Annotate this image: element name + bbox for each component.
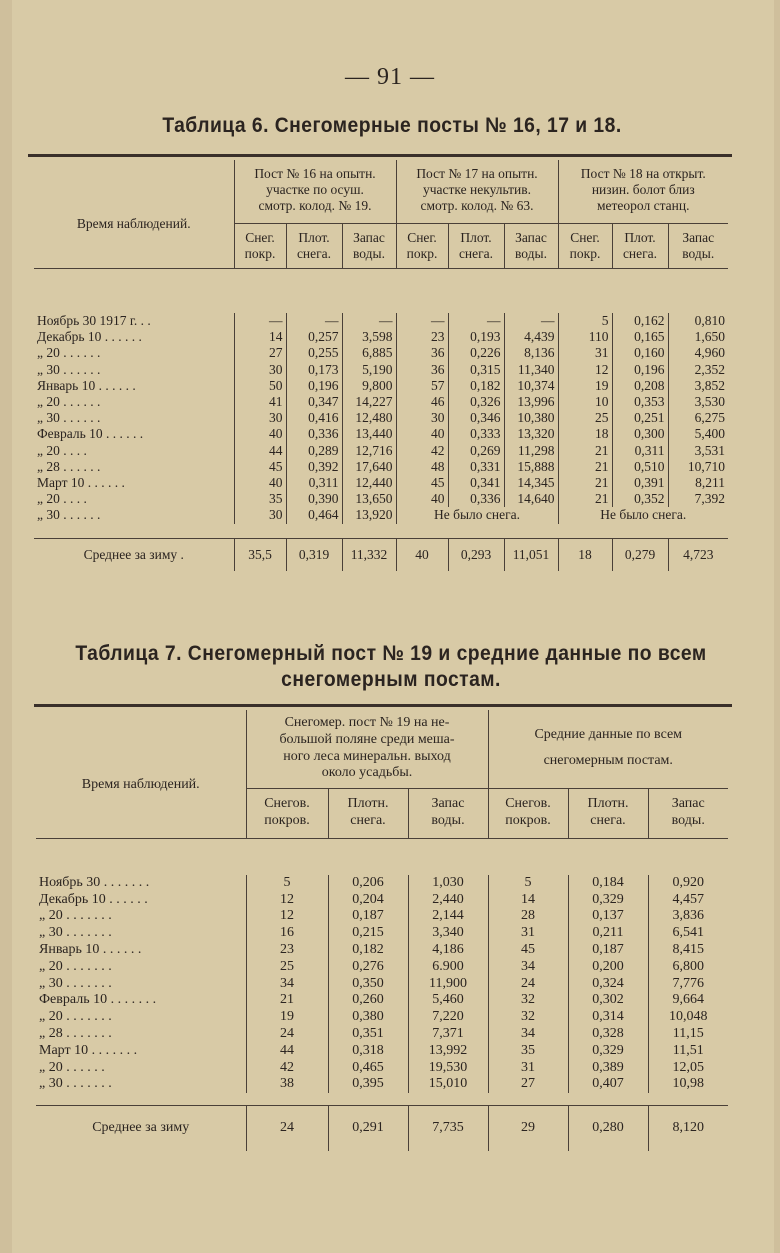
data-cell: 0,810 <box>694 313 725 329</box>
table-row <box>36 892 728 909</box>
row-label: Ноябрь 30 1917 г. . . <box>34 313 234 329</box>
data-cell: 13,920 <box>342 507 396 523</box>
table6-subheader: Запас воды. <box>342 223 396 268</box>
data-cell: 0,255 <box>286 345 342 361</box>
data-cell: 0,407 <box>568 1076 648 1093</box>
data-cell: — <box>342 313 396 329</box>
data-cell: 48 <box>396 459 448 475</box>
data-cell: 31 <box>488 1060 568 1077</box>
table6-top-rule <box>28 154 732 157</box>
data-cell: 10,710 <box>687 458 725 474</box>
data-cell: 0,326 <box>448 394 504 410</box>
data-cell: 3,852 <box>694 377 725 393</box>
data-cell: 30 <box>234 507 286 523</box>
data-cell: 35 <box>234 491 286 507</box>
data-cell: 30 <box>234 410 286 426</box>
data-cell: 34 <box>488 1026 568 1043</box>
table-row <box>34 410 728 426</box>
data-cell: 21 <box>558 475 612 491</box>
data-cell: 2,352 <box>694 361 725 377</box>
data-cell: 0,187 <box>328 908 408 925</box>
data-cell: 42 <box>396 443 448 459</box>
data-cell: 12 <box>246 908 328 925</box>
table6-post17-header: Пост № 17 на опытн. участке некультив. смотр. колод. № 63. <box>396 160 558 223</box>
data-cell: — <box>448 313 504 329</box>
data-cell: 0,260 <box>328 992 408 1009</box>
table7-top-rule <box>34 704 732 707</box>
table7-subheader: Снегов. покров. <box>246 789 328 839</box>
data-cell: 3,836 <box>672 908 704 924</box>
data-cell: 0,353 <box>612 394 668 410</box>
table-row <box>34 378 728 394</box>
mean-label: Среднее за зиму <box>36 1106 246 1151</box>
data-cell: 0,314 <box>568 1009 648 1026</box>
table-row <box>34 329 728 345</box>
data-cell: 2,440 <box>408 892 488 909</box>
data-cell: 6,800 <box>672 958 704 974</box>
data-cell: 0,196 <box>612 362 668 378</box>
data-cell: 25 <box>558 410 612 426</box>
data-cell: 0,352 <box>612 491 668 507</box>
data-cell: 18 <box>558 426 612 442</box>
table-row <box>36 942 728 959</box>
row-label: Декабрь 10 . . . . . . <box>36 892 246 909</box>
row-label: „ 20 . . . . <box>34 491 234 507</box>
data-cell: 0,324 <box>568 976 648 993</box>
table-row <box>36 1043 728 1060</box>
data-cell: 28 <box>488 908 568 925</box>
table-row <box>34 362 728 378</box>
data-cell: 0,211 <box>568 925 648 942</box>
table7-time-header: Время наблюдений. <box>36 710 246 838</box>
mean-cell: 11,332 <box>342 538 396 571</box>
data-cell: 0,160 <box>612 345 668 361</box>
table-row <box>36 1060 728 1077</box>
data-cell: 13,992 <box>408 1043 488 1060</box>
mean-cell: 0,280 <box>568 1106 648 1151</box>
row-label: „ 20 . . . . . . <box>34 394 234 410</box>
data-cell: 0,173 <box>286 362 342 378</box>
data-cell: 34 <box>488 959 568 976</box>
data-cell: 0,208 <box>612 378 668 394</box>
data-cell: 57 <box>396 378 448 394</box>
data-cell: 12,440 <box>342 475 396 491</box>
data-cell: 12 <box>246 892 328 909</box>
data-cell: 19 <box>246 1009 328 1026</box>
data-cell: 7,371 <box>408 1026 488 1043</box>
data-cell: 0,182 <box>448 378 504 394</box>
no-snow-note: Не было снега. <box>396 507 558 523</box>
data-cell: 45 <box>234 459 286 475</box>
data-cell: 6,885 <box>342 345 396 361</box>
data-cell: 0,392 <box>286 459 342 475</box>
mean-cell: 18 <box>558 538 612 571</box>
data-cell: 8,136 <box>504 345 558 361</box>
data-cell: 0,416 <box>286 410 342 426</box>
data-cell: 24 <box>488 976 568 993</box>
data-cell: 5 <box>246 875 328 892</box>
mean-cell: 0,279 <box>612 538 668 571</box>
data-cell: — <box>234 313 286 329</box>
mean-cell: 8,120 <box>648 1106 728 1151</box>
table6 <box>34 160 728 571</box>
mean-cell: 0,291 <box>328 1106 408 1151</box>
data-cell: 3,598 <box>342 329 396 345</box>
data-cell: 0,346 <box>448 410 504 426</box>
table6-mean-row <box>34 538 728 571</box>
table7-subheader: Запас воды. <box>408 789 488 839</box>
table-row <box>36 925 728 942</box>
data-cell: 15,888 <box>504 459 558 475</box>
row-label: „ 20 . . . . . . . <box>36 1009 246 1026</box>
mean-cell: 4,723 <box>668 538 728 571</box>
data-cell: 23 <box>246 942 328 959</box>
data-cell: 0,204 <box>328 892 408 909</box>
data-cell: 0,311 <box>612 443 668 459</box>
data-cell: 50 <box>234 378 286 394</box>
data-cell: 41 <box>234 394 286 410</box>
row-label: Январь 10 . . . . . . <box>34 378 234 394</box>
data-cell: 11,340 <box>504 362 558 378</box>
data-cell: 6,275 <box>694 410 725 426</box>
data-cell: 30 <box>234 362 286 378</box>
table-row <box>34 345 728 361</box>
row-label: Март 10 . . . . . . . <box>36 1043 246 1060</box>
table-row <box>34 491 728 507</box>
data-cell: 0,465 <box>328 1060 408 1077</box>
data-cell: 4,457 <box>672 891 704 907</box>
data-cell: 27 <box>488 1076 568 1093</box>
table6-subheader: Снег. покр. <box>396 223 448 268</box>
data-cell: 0,193 <box>448 329 504 345</box>
mean-cell: 35,5 <box>234 538 286 571</box>
mean-cell: 24 <box>246 1106 328 1151</box>
data-cell: 0,196 <box>286 378 342 394</box>
mean-cell: 29 <box>488 1106 568 1151</box>
data-cell: 12 <box>558 362 612 378</box>
data-cell: 0,336 <box>286 426 342 442</box>
data-cell: 13,996 <box>504 394 558 410</box>
data-cell: 10,98 <box>672 1076 704 1092</box>
data-cell: 110 <box>558 329 612 345</box>
data-cell: 19 <box>558 378 612 394</box>
row-label: „ 30 . . . . . . <box>34 362 234 378</box>
data-cell: 9,800 <box>342 378 396 394</box>
data-cell: 35 <box>488 1043 568 1060</box>
table-row <box>34 443 728 459</box>
data-cell: 0,333 <box>448 426 504 442</box>
table6-subheader: Плот. снега. <box>612 223 668 268</box>
data-cell: 13,650 <box>342 491 396 507</box>
data-cell: 1,650 <box>694 329 725 345</box>
data-cell: 3,531 <box>694 442 725 458</box>
data-cell: 11,15 <box>672 1025 704 1041</box>
data-cell: 34 <box>246 976 328 993</box>
data-cell: 0,380 <box>328 1009 408 1026</box>
row-label: „ 20 . . . . . . <box>36 1060 246 1077</box>
data-cell: 0,395 <box>328 1076 408 1093</box>
data-cell: 0,464 <box>286 507 342 523</box>
data-cell: 1,030 <box>408 875 488 892</box>
data-cell: 5,460 <box>408 992 488 1009</box>
table6-subheader: Плот. снега. <box>286 223 342 268</box>
data-cell: 9,664 <box>672 992 704 1008</box>
data-cell: 36 <box>396 345 448 361</box>
row-label: „ 30 . . . . . . . <box>36 976 246 993</box>
data-cell: 0,182 <box>328 942 408 959</box>
data-cell: 0,329 <box>568 892 648 909</box>
table7-post19-header: Снегомер. пост № 19 на не- большой поляне среди меша- ного леса минеральн. выход около усадьбы. <box>246 710 488 789</box>
table6-subheader: Запас воды. <box>504 223 558 268</box>
row-label: „ 30 . . . . . . . <box>36 1076 246 1093</box>
data-cell: 42 <box>246 1060 328 1077</box>
data-cell: 14,227 <box>342 394 396 410</box>
data-cell: 0,350 <box>328 976 408 993</box>
data-cell: 5,190 <box>342 362 396 378</box>
data-cell: 32 <box>488 1009 568 1026</box>
data-cell: 0,510 <box>612 459 668 475</box>
data-cell: 0,391 <box>612 475 668 491</box>
data-cell: 7,220 <box>408 1009 488 1026</box>
row-label: Март 10 . . . . . . <box>34 475 234 491</box>
table7-subheader: Снегов. покров. <box>488 789 568 839</box>
data-cell: 12,05 <box>672 1059 704 1075</box>
row-label: Ноябрь 30 . . . . . . . <box>36 875 246 892</box>
data-cell: 40 <box>396 491 448 507</box>
row-label: „ 30 . . . . . . <box>34 410 234 426</box>
data-cell: 11,51 <box>672 1042 704 1058</box>
data-cell: 4,186 <box>408 942 488 959</box>
data-cell: — <box>396 313 448 329</box>
data-cell: 13,440 <box>342 426 396 442</box>
mean-cell: 0,319 <box>286 538 342 571</box>
data-cell: 0,257 <box>286 329 342 345</box>
row-label: „ 20 . . . . . . . <box>36 908 246 925</box>
data-cell: 7,776 <box>672 975 704 991</box>
data-cell: 0,302 <box>568 992 648 1009</box>
mean-cell: 11,051 <box>504 538 558 571</box>
data-cell: 10 <box>558 394 612 410</box>
data-cell: 8,415 <box>672 941 704 957</box>
table6-post16-header: Пост № 16 на опытн. участке по осуш. смотр. колод. № 19. <box>234 160 396 223</box>
data-cell: 46 <box>396 394 448 410</box>
data-cell: 8,211 <box>695 475 725 491</box>
data-cell: — <box>504 313 558 329</box>
data-cell: 40 <box>396 426 448 442</box>
data-cell: 0,315 <box>448 362 504 378</box>
row-label: „ 20 . . . . <box>34 443 234 459</box>
data-cell: 0,318 <box>328 1043 408 1060</box>
data-cell: 6,541 <box>672 925 704 941</box>
data-cell: 5 <box>558 313 612 329</box>
data-cell: 30 <box>396 410 448 426</box>
data-cell: 10,380 <box>504 410 558 426</box>
table7-subheader: Плотн. снега. <box>328 789 408 839</box>
data-cell: 0,251 <box>612 410 668 426</box>
table7-average-header: Средние данные по всем снегомерным постам. <box>488 710 728 789</box>
data-cell: 0,920 <box>672 874 704 890</box>
data-cell: 4,960 <box>694 345 725 361</box>
table6-post18-header: Пост № 18 на открыт. низин. болот близ метеорол станц. <box>558 160 728 223</box>
data-cell: 14 <box>488 892 568 909</box>
data-cell: 36 <box>396 362 448 378</box>
data-cell: 19,530 <box>408 1060 488 1077</box>
data-cell: 44 <box>246 1043 328 1060</box>
table7-subheader: Плотн. снега. <box>568 789 648 839</box>
data-cell: 0,276 <box>328 959 408 976</box>
data-cell: 0,200 <box>568 959 648 976</box>
data-cell: 10,374 <box>504 378 558 394</box>
table6-subheader: Снег. покр. <box>234 223 286 268</box>
table-row <box>34 459 728 475</box>
data-cell: 0,206 <box>328 875 408 892</box>
data-cell: 0,187 <box>568 942 648 959</box>
data-cell: 0,137 <box>568 908 648 925</box>
table7 <box>36 710 728 1151</box>
table6-subheader: Запас воды. <box>668 223 728 268</box>
data-cell: 3,340 <box>408 925 488 942</box>
table-row <box>34 507 728 523</box>
mean-label: Среднее за зиму . <box>34 538 234 571</box>
page-number: — 91 — <box>345 64 435 90</box>
data-cell: 0,347 <box>286 394 342 410</box>
data-cell: 27 <box>234 345 286 361</box>
data-cell: 12,480 <box>342 410 396 426</box>
data-cell: 21 <box>246 992 328 1009</box>
data-cell: 3,530 <box>694 394 725 410</box>
data-cell: 5,400 <box>694 426 725 442</box>
row-label: Февраль 10 . . . . . . . <box>36 992 246 1009</box>
data-cell: 14 <box>234 329 286 345</box>
table6-subheader: Плот. снега. <box>448 223 504 268</box>
row-label: „ 30 . . . . . . <box>34 507 234 523</box>
data-cell: 0,328 <box>568 1026 648 1043</box>
data-cell: 0,289 <box>286 443 342 459</box>
data-cell: 15,010 <box>408 1076 488 1093</box>
table-row <box>36 908 728 925</box>
table7-title-line1: Таблица 7. Снегомерный пост № 19 и средние данные по всем <box>75 642 707 665</box>
data-cell: 0,311 <box>286 475 342 491</box>
data-cell: 0,336 <box>448 491 504 507</box>
table-row <box>36 976 728 993</box>
data-cell: 11,900 <box>408 976 488 993</box>
data-cell: 21 <box>558 491 612 507</box>
data-cell: 40 <box>234 426 286 442</box>
data-cell: 25 <box>246 959 328 976</box>
row-label: „ 28 . . . . . . . <box>36 1026 246 1043</box>
data-cell: 0,165 <box>612 329 668 345</box>
table-row <box>34 475 728 491</box>
data-cell: 17,640 <box>342 459 396 475</box>
data-cell: 0,331 <box>448 459 504 475</box>
data-cell: 0,329 <box>568 1043 648 1060</box>
table7-subheader: Запас воды. <box>648 789 728 839</box>
row-label: Январь 10 . . . . . . <box>36 942 246 959</box>
table7-mean-row <box>36 1106 728 1151</box>
data-cell: 14,640 <box>504 491 558 507</box>
data-cell: 0,341 <box>448 475 504 491</box>
table-row <box>34 394 728 410</box>
row-label: „ 20 . . . . . . <box>34 345 234 361</box>
table-row <box>34 426 728 442</box>
data-cell: 23 <box>396 329 448 345</box>
data-cell: 24 <box>246 1026 328 1043</box>
data-cell: 31 <box>558 345 612 361</box>
data-cell: 4,439 <box>504 329 558 345</box>
row-label: „ 28 . . . . . . <box>34 459 234 475</box>
data-cell: 0,269 <box>448 443 504 459</box>
table-row <box>36 992 728 1009</box>
data-cell: 45 <box>488 942 568 959</box>
table-row <box>36 875 728 892</box>
data-cell: 5 <box>488 875 568 892</box>
data-cell: 0,390 <box>286 491 342 507</box>
data-cell: 6.900 <box>408 959 488 976</box>
data-cell: 32 <box>488 992 568 1009</box>
mean-cell: 0,293 <box>448 538 504 571</box>
data-cell: 13,320 <box>504 426 558 442</box>
data-cell: 45 <box>396 475 448 491</box>
data-cell: 7,392 <box>694 491 725 507</box>
data-cell: 44 <box>234 443 286 459</box>
table6-title: Таблица 6. Снегомерные посты № 16, 17 и 18. <box>162 114 622 137</box>
table-row <box>36 1026 728 1043</box>
table-row <box>36 1076 728 1093</box>
data-cell: 14,345 <box>504 475 558 491</box>
mean-cell: 7,735 <box>408 1106 488 1151</box>
data-cell: 0,351 <box>328 1026 408 1043</box>
table6-subheader: Снег. покр. <box>558 223 612 268</box>
data-cell: 0,162 <box>612 313 668 329</box>
no-snow-note: Не было снега. <box>600 507 687 523</box>
data-cell: 0,300 <box>612 426 668 442</box>
data-cell: 2,144 <box>408 908 488 925</box>
table-row <box>36 1009 728 1026</box>
data-cell: 40 <box>234 475 286 491</box>
table-row <box>34 313 728 329</box>
data-cell: 12,716 <box>342 443 396 459</box>
table7-title-line2: снегомерным постам. <box>281 668 501 691</box>
row-label: „ 30 . . . . . . . <box>36 925 246 942</box>
data-cell: — <box>286 313 342 329</box>
data-cell: 11,298 <box>504 443 558 459</box>
row-label: „ 20 . . . . . . . <box>36 959 246 976</box>
data-cell: 0,215 <box>328 925 408 942</box>
data-cell: 0,226 <box>448 345 504 361</box>
table-row <box>36 959 728 976</box>
data-cell: 0,184 <box>568 875 648 892</box>
data-cell: 21 <box>558 443 612 459</box>
data-cell: 10,048 <box>669 1009 708 1025</box>
row-label: Декабрь 10 . . . . . . <box>34 329 234 345</box>
data-cell: 38 <box>246 1076 328 1093</box>
data-cell: 16 <box>246 925 328 942</box>
mean-cell: 40 <box>396 538 448 571</box>
data-cell: 31 <box>488 925 568 942</box>
table6-time-header: Время наблюдений. <box>34 160 234 269</box>
data-cell: 21 <box>558 459 612 475</box>
data-cell: 0,389 <box>568 1060 648 1077</box>
row-label: Февраль 10 . . . . . . <box>34 426 234 442</box>
